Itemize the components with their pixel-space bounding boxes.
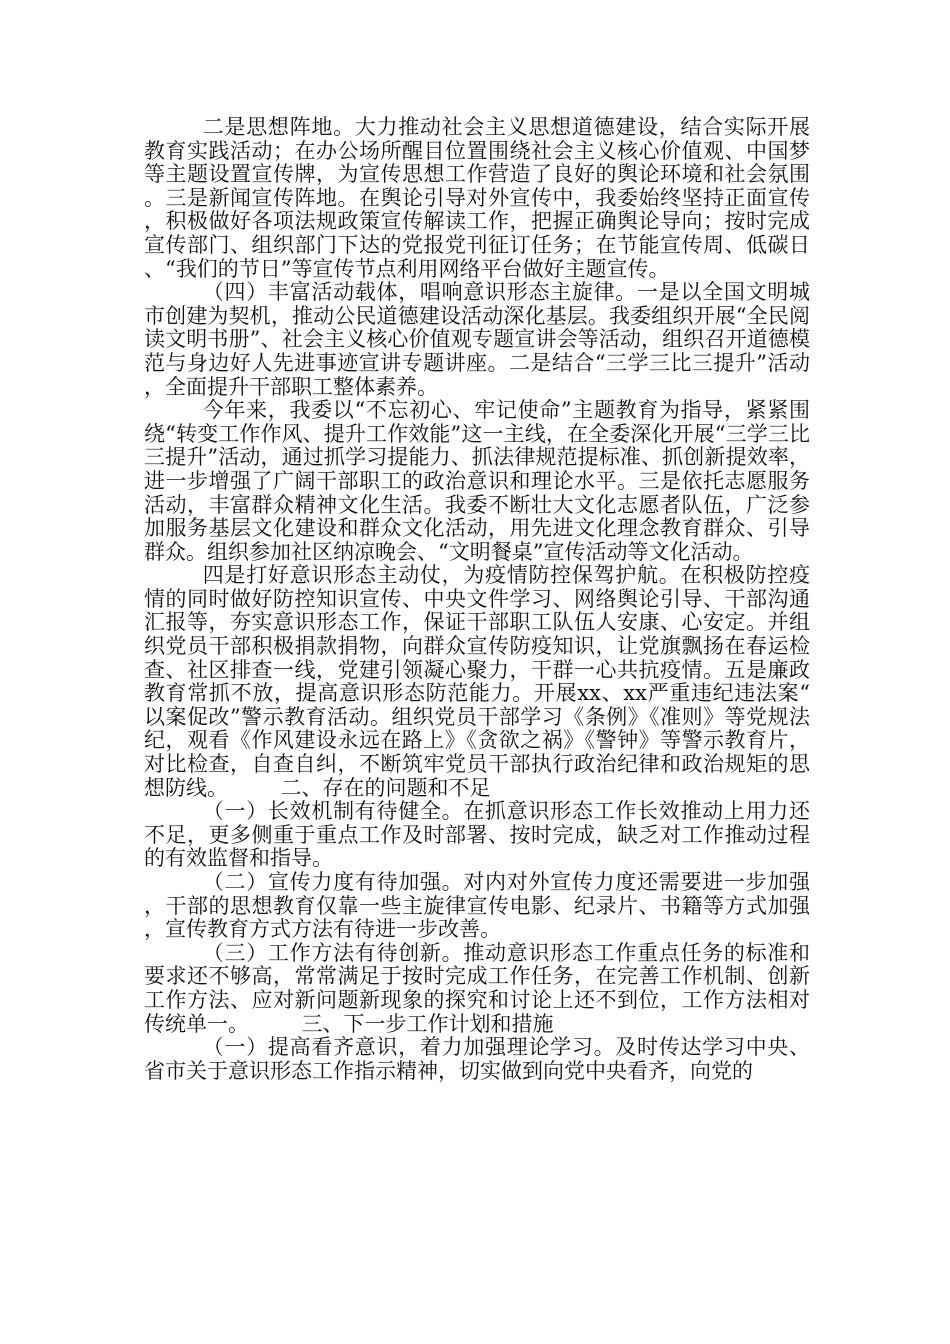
paragraph-epidemic-prevention xyxy=(144,564,810,800)
section-heading-next-steps: 三、下一步工作计划和措施 xyxy=(301,1011,554,1036)
paragraph-epidemic-text: 四是打好意识形态主动仗，为疫情防控保驾护航。在积极防控疫情的同时做好防控知识宣传、中央文件学习、网络舆论引导、干部沟通汇报等，夯实意识形态工作，保证干部职工队伍人安康、心安定。并组织党员干部积极捐款捐物，向群众宣传防疫知识，让党旗飘扬在春运检查、社区排查一线，党建引领凝心聚力，干群一心共抗疫情。五是廉政教育常抓不放，提高意识形态防范能力。开展xx、xx严重违纪违法案“以案促改”警示教育活动。组织党员干部学习《条例》《准则》等党规法纪，观看《作风建设永远在路上》《贪欲之祸》《警钟》等警示教育片，对比检查，自查自纠，不断筑牢党员干部执行政治纪律和政治规矩的思想防线。 xyxy=(144,563,810,800)
paragraph-publicity: （二）宣传力度有待加强。对内对外宣传力度还需要进一步加强，干部的思想教育仅靠一些主旋律宣传电影、纪录片、书籍等方式加强，宣传教育方式方法有待进一步改善。 xyxy=(144,870,810,942)
paragraph-theory-study: （一）提高看齐意识，着力加强理论学习。及时传达学习中央、省市关于意识形态工作指示精神，切实做到向党中央看齐，向党的 xyxy=(144,1035,810,1083)
paragraph-ideology-positions: 二是思想阵地。大力推动社会主义思想道德建设，结合实际开展教育实践活动；在办公场所醒目位置围绕社会主义核心价值观、中国梦等主题设置宣传牌，为宣传思想工作营造了良好的舆论环境和社会氛围。三是新闻宣传阵地。在舆论引导对外宣传中，我委始终坚持正面宣传，积极做好各项法规政策宣传解读工作，把握正确舆论导向；按时完成宣传部门、组织部门下达的党报党刊征订任务；在节能宣传周、低碳日、“我们的节日”等宣传节点利用网络平台做好主题宣传。 xyxy=(144,115,810,281)
paragraph-activity-carriers: （四）丰富活动载体，唱响意识形态主旋律。一是以全国文明城市创建为契机，推动公民道德建设活动深化基层。我委组织开展“全民阅读文明书册”、社会主义核心价值观专题宣讲会等活动，组织召开道德模范与身边好人先进事迹宣讲专题讲座。二是结合“三学三比三提升”活动，全面提升干部职工整体素养。 xyxy=(144,280,810,399)
paragraph-work-methods xyxy=(144,942,810,1036)
paragraph-mechanism: （一）长效机制有待健全。在抓意识形态工作长效推动上用力还不足，更多侧重于重点工作及时部署、按时完成，缺乏对工作推动过程的有效监督和指导。 xyxy=(144,799,810,871)
paragraph-work-methods-text: （三）工作方法有待创新。推动意识形态工作重点任务的标准和要求还不够高，常常满足于按时完成工作任务，在完善工作机制、创新工作方法、应对新问题新现象的探究和讨论上还不到位，工作方法相对传统单一。 xyxy=(144,940,810,1036)
document-page xyxy=(144,116,810,1083)
section-heading-problems: 二、存在的问题和不足 xyxy=(280,775,491,800)
paragraph-theme-education: 今年来，我委以“不忘初心、牢记使命”主题教育为指导，紧紧围绕“转变工作作风、提升工作效能”这一主线，在全委深化开展“三学三比三提升”活动，通过抓学习提能力、抓法律规范提标准、抓创新提效率，进一步增强了广阔干部职工的政治意识和理论水平。三是依托志愿服务活动，丰富群众精神文化生活。我委不断壮大文化志愿者队伍，广泛参加服务基层文化建设和群众文化活动，用先进文化理念教育群众、引导群众。组织参加社区纳凉晚会、“文明餐桌”宣传活动等文化活动。 xyxy=(144,398,810,564)
